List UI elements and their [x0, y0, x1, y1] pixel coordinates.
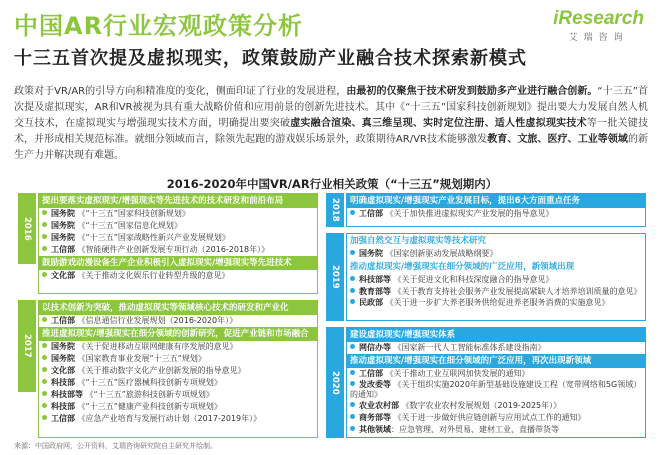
intro-text-3: “十三五”首次提及虚拟现实，AR和VR被视为具有重大战略价值和应用前景的创新先进技术。其中《“十三五”国家科技创新规划》提出要大力发展自然人机交互技术，在虚拟现实与增强现实技术方面，明确提出要突破: [14, 86, 649, 129]
list-item: 网信办等 《国家新一代人工智能标准体系建设指南》: [347, 342, 645, 354]
year-label-2017: 2017: [18, 300, 36, 392]
source-note: 来源：中国政府网，公开资料，艾瑞咨询研究院自主研究并绘制。: [14, 442, 217, 450]
list-item: 科技部 《“十三五”健康产业科技创新专项规划》: [39, 401, 317, 413]
intro-paragraph: [14, 84, 648, 164]
list-item: 其他领域：应急管理、对外贸易、建材工业、直播带货等: [347, 424, 645, 436]
intro-text-7: 的新生产力并解决现有难题。: [14, 134, 649, 161]
list-item: 教育部等 《关于教育支持社会服务产业发展提高紧缺人才培养培训质量的意见》: [347, 286, 645, 297]
list-item: 科技部等 《“十三五”旅游科技创新专项规划》: [39, 389, 317, 401]
policy-card-2016: [38, 193, 318, 294]
section-title: 2016-2020年中国VR/AR行业相关政策（“十三五”规划期内）: [166, 177, 498, 191]
card-heading: 建设虚拟现实/增强现实体系: [347, 328, 645, 342]
year-label-2020: 2020: [326, 327, 344, 438]
intro-text-4: 虚实融合渲染、真三维呈现、实时定位注册、适人性虚拟现实技术: [290, 118, 587, 129]
list-item: 国务院 《国家教育事业发展“十三五”规划》: [39, 353, 317, 365]
list-item: 国务院 《“十三五”国家战略性新兴产业发展规划》: [39, 232, 317, 244]
intro-text-1: 政策对于VR/AR的引导方向和精准度的变化，侧面印证了行业的发展进程，: [14, 86, 347, 97]
list-item: 国务院 《国家创新驱动发展战略纲要》: [347, 248, 645, 260]
list-item: 民政部 《关于进一步扩大养老服务供给促进养老服务消费的实施意见》: [347, 297, 645, 308]
iresearch-logo: [553, 8, 644, 43]
logo-wordmark: iResearch: [553, 8, 644, 29]
logo-subtitle: 艾瑞咨询: [568, 33, 629, 43]
year-label-2016: 2016: [18, 193, 36, 264]
card-heading: 明确虚拟现实/增强现实产业发展目标，提出6大方面重点任务: [347, 194, 645, 208]
list-item: 农业农村部 《数字农业农村发展规划（2019-2025年）》: [347, 400, 645, 412]
card-heading: 推动虚拟现实/增强现实在细分领域的广泛应用，新领域出现: [350, 262, 575, 272]
list-item: 工信部 《关于推动工业互联网加快发展的通知》: [347, 368, 645, 380]
list-item: 工信部 《信息通信行业发展规划（2016-2020年）》: [39, 315, 317, 327]
list-item: 文化部 《关于推动数字文化产业创新发展的指导意见》: [39, 365, 317, 377]
policy-card-2019: [346, 233, 646, 321]
card-heading: 推动虚拟现实/增强现实在细分领域的广泛应用，再次出现新领域: [347, 354, 645, 368]
policy-card-2020: [346, 327, 646, 438]
card-heading: 推进虚拟现实/增强现实在细分领域的创新研究，促进产业链和市场融合: [39, 327, 317, 341]
year-label-2018: 2018: [326, 193, 344, 227]
card-heading: 提出要落实虚拟现实/增强现实等先进技术的技术研发和前沿布局: [39, 194, 317, 208]
list-item: 发改委等 《关于组织实施2020年新型基础设施建设工程（宽带网络和5G领域）的通知》: [350, 380, 642, 399]
page-title: 中国AR行业宏观政策分析: [14, 12, 304, 40]
list-item: 工信部 《关于加快推进虚拟现实产业发展的指导意见》: [347, 208, 645, 220]
list-item: 国务院 《关于促进移动互联网健康有序发展的意见》: [39, 341, 317, 353]
card-heading: 以技术创新为突破，推动虚拟现实等领域核心技术的研发和产业化: [39, 301, 317, 315]
list-item: 工信部 《应急产业培育与发展行动计划（2017-2019年）》: [39, 413, 317, 425]
list-item: 科技部 《“十三五”医疗器械科技创新专项规划》: [39, 377, 317, 389]
policy-card-2017: [38, 300, 318, 438]
card-heading: 鼓励游戏动漫设备生产企业积极引入虚拟现实/增强现实等先进技术: [39, 256, 317, 270]
list-item: 科技部等 《关于促进文化和科技深度融合的指导意见》: [347, 274, 645, 286]
list-item: 国务院 《“十三五”国家科技创新规划》: [39, 208, 317, 220]
intro-text-2: 由最初的仅聚焦于技术研发到鼓励多产业进行融合创新。: [346, 86, 598, 97]
list-item: 工信部 《智能硬件产业创新发展专项行动（2016-2018年）》: [39, 244, 317, 256]
list-item: 文化部 《关于推动文化娱乐行业转型升级的意见》: [39, 270, 317, 282]
list-item: 商务部等 《关于进一步做好供应链创新与应用试点工作的通知》: [347, 412, 645, 424]
list-item: 国务院 《“十三五”国家信息化规划》: [39, 220, 317, 232]
intro-text-6: 教育、文旅、医疗、工业等领域: [487, 134, 628, 145]
policy-card-2018: [346, 193, 646, 227]
intro-text-5: 等一批关键技术，并形成相关规范标准。就细分领域而言，除领先起跑的游戏娱乐场景外，政策期待AR/VR技术能够激发: [14, 118, 649, 145]
card-heading: 加强自然交互与虚拟现实等技术研究: [350, 236, 487, 246]
year-label-2019: 2019: [326, 233, 344, 321]
page-subtitle: 十三五首次提及虚拟现实，政策鼓励产业融合技术探索新模式: [14, 48, 527, 69]
